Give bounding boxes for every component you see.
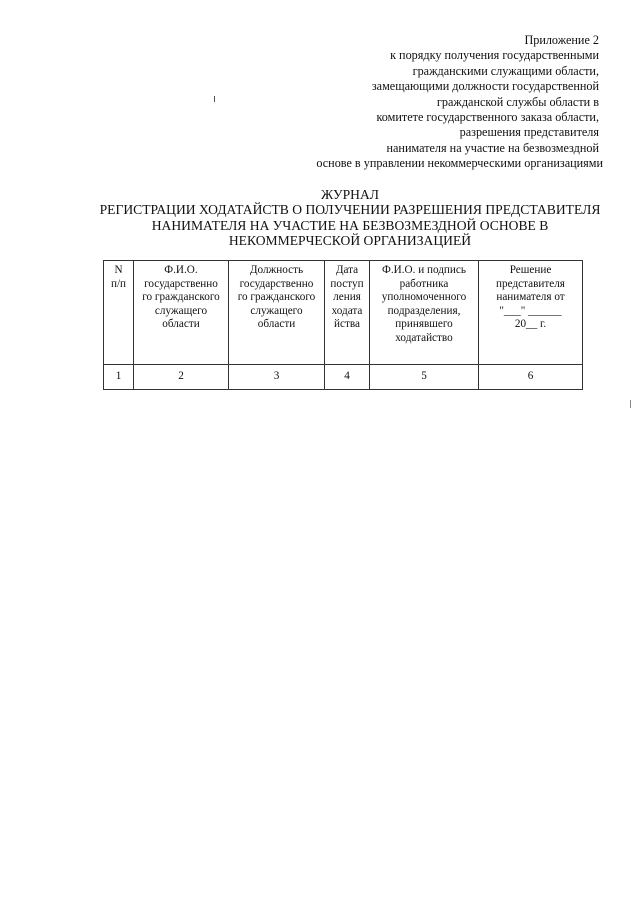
registration-table	[103, 260, 583, 390]
appendix-block	[239, 33, 603, 172]
column-number-cell: 4	[325, 365, 370, 390]
journal-subtitle-line: НЕКОММЕРЧЕСКОЙ ОРГАНИЗАЦИЕЙ	[228, 233, 472, 249]
table-header-row	[104, 261, 583, 365]
appendix-line: разрешения представителя	[459, 125, 599, 140]
column-number-cell: 5	[370, 365, 479, 390]
column-number-cell: 1	[104, 365, 134, 390]
table-row	[104, 365, 583, 390]
journal-subtitle-line: НАНИМАТЕЛЯ НА УЧАСТИЕ НА БЕЗВОЗМЕЗДНОЙ ОСНОВЕ В	[151, 217, 549, 233]
header-full-name: Ф.И.О. государственно го гражданского служащего области	[134, 261, 229, 365]
column-number-cell: 6	[479, 365, 583, 390]
appendix-line: комитете государственного заказа области,	[376, 110, 599, 125]
scan-mark	[630, 400, 631, 408]
appendix-line: гражданскими служащими области,	[412, 63, 599, 78]
column-number-cell: 3	[229, 365, 325, 390]
appendix-line: основе в управлении некоммерческими организациями	[316, 156, 603, 171]
appendix-line: гражданской службы области в	[436, 94, 599, 109]
column-number-cell: 2	[134, 365, 229, 390]
header-receiver: Ф.И.О. и подпись работника уполномоченного подразделения, принявшего ходатайство	[370, 261, 479, 365]
appendix-title: Приложение 2	[524, 33, 599, 47]
journal-title	[70, 187, 630, 249]
appendix-line: к порядку получения государственными	[390, 48, 599, 63]
header-decision: Решение представителя нанимателя от "___" ______ 20__ г.	[479, 261, 583, 365]
scan-mark	[214, 96, 215, 102]
header-number: N п/п	[104, 261, 134, 365]
journal-subtitle-line: РЕГИСТРАЦИИ ХОДАТАЙСТВ О ПОЛУЧЕНИИ РАЗРЕШЕНИЯ ПРЕДСТАВИТЕЛЯ	[99, 202, 601, 218]
appendix-line: замещающими должности государственной	[371, 79, 599, 94]
header-position: Должность государственно го гражданского служащего области	[229, 261, 325, 365]
journal-heading: ЖУРНАЛ	[320, 187, 380, 202]
appendix-line: нанимателя на участие на безвозмездной	[386, 140, 599, 155]
header-receipt-date: Дата поступ ления ходата йства	[325, 261, 370, 365]
